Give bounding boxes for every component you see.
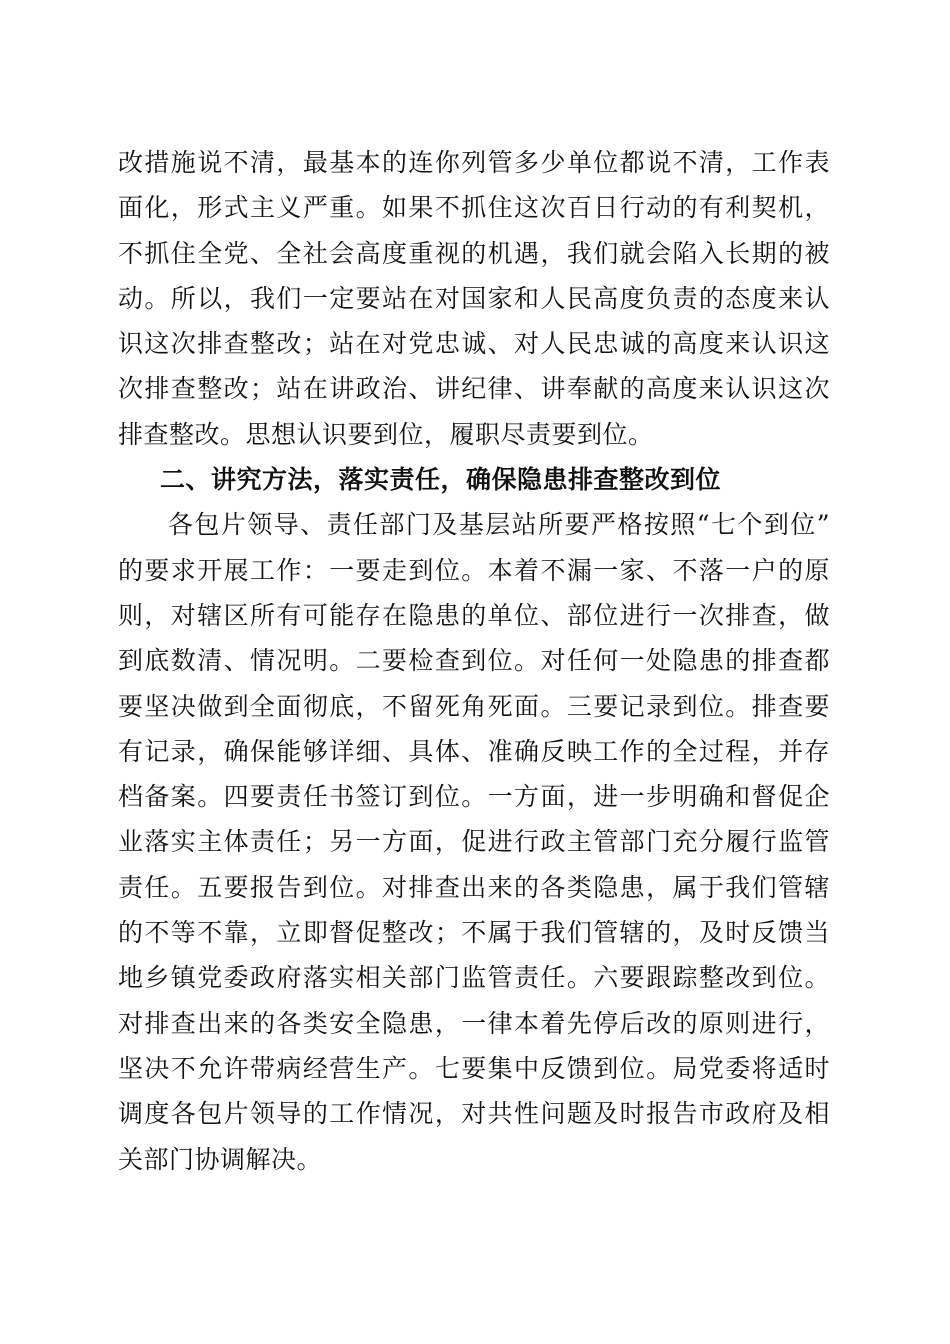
paragraph-2-line: 关部门协调解决。 (118, 1144, 323, 1174)
paragraph-2-line: 有记录，确保能够详细、具体、准确反映工作的全过程，并存 (118, 736, 830, 766)
paragraph-1-line: 排查整改。思想认识要到位，履职尽责要到位。 (118, 419, 654, 449)
paragraph-2-line: 调度各包片领导的工作情况，对共性问题及时报告市政府及相 (118, 1099, 830, 1129)
paragraph-2-line: 则，对辖区所有可能存在隐患的单位、部位进行一次排查，做 (118, 600, 830, 630)
document-body (118, 140, 830, 1182)
paragraph-1-line: 识这次排查整改；站在对党忠诚、对人民忠诚的高度来认识这 (118, 329, 830, 359)
paragraph-2-line: 坚决不允许带病经营生产。七要集中反馈到位。局党委将适时 (118, 1053, 830, 1083)
paragraph-2-line: 到底数清、情况明。二要检查到位。对任何一处隐患的排查都 (118, 646, 830, 676)
paragraph-1-line: 面化，形式主义严重。如果不抓住这次百日行动的有利契机， (118, 193, 830, 223)
paragraph-2-line: 责任。五要报告到位。对排查出来的各类隐患，属于我们管辖 (118, 872, 830, 902)
section-heading: 二、讲究方法，落实责任，确保隐患排查整改到位 (160, 465, 722, 495)
paragraph-1-line: 不抓住全党、全社会高度重视的机遇，我们就会陷入长期的被 (118, 238, 830, 268)
paragraph-2-line: 档备案。四要责任书签订到位。一方面，进一步明确和督促企 (118, 782, 830, 812)
paragraph-1-line: 次排查整改；站在讲政治、讲纪律、讲奉献的高度来认识这次 (118, 374, 830, 404)
paragraph-2-line: 要坚决做到全面彻底，不留死角死面。三要记录到位。排查要 (118, 691, 830, 721)
paragraph-2-line: 各包片领导、责任部门及基层站所要严格按照“七个到位” (168, 510, 830, 540)
paragraph-2-line: 地乡镇党委政府落实相关部门监管责任。六要跟踪整改到位。 (118, 963, 830, 993)
paragraph-2-line: 业落实主体责任；另一方面，促进行政主管部门充分履行监管 (118, 827, 830, 857)
paragraph-2-line: 的要求开展工作：一要走到位。本着不漏一家、不落一户的原 (118, 555, 830, 585)
paragraph-2-line: 对排查出来的各类安全隐患，一律本着先停后改的原则进行， (118, 1008, 830, 1038)
paragraph-1-line: 改措施说不清，最基本的连你列管多少单位都说不清，工作表 (118, 148, 830, 177)
paragraph-1-line: 动。所以，我们一定要站在对国家和人民高度负责的态度来认 (118, 283, 830, 313)
paragraph-2-line: 的不等不靠，立即督促整改；不属于我们管辖的，及时反馈当 (118, 918, 830, 948)
